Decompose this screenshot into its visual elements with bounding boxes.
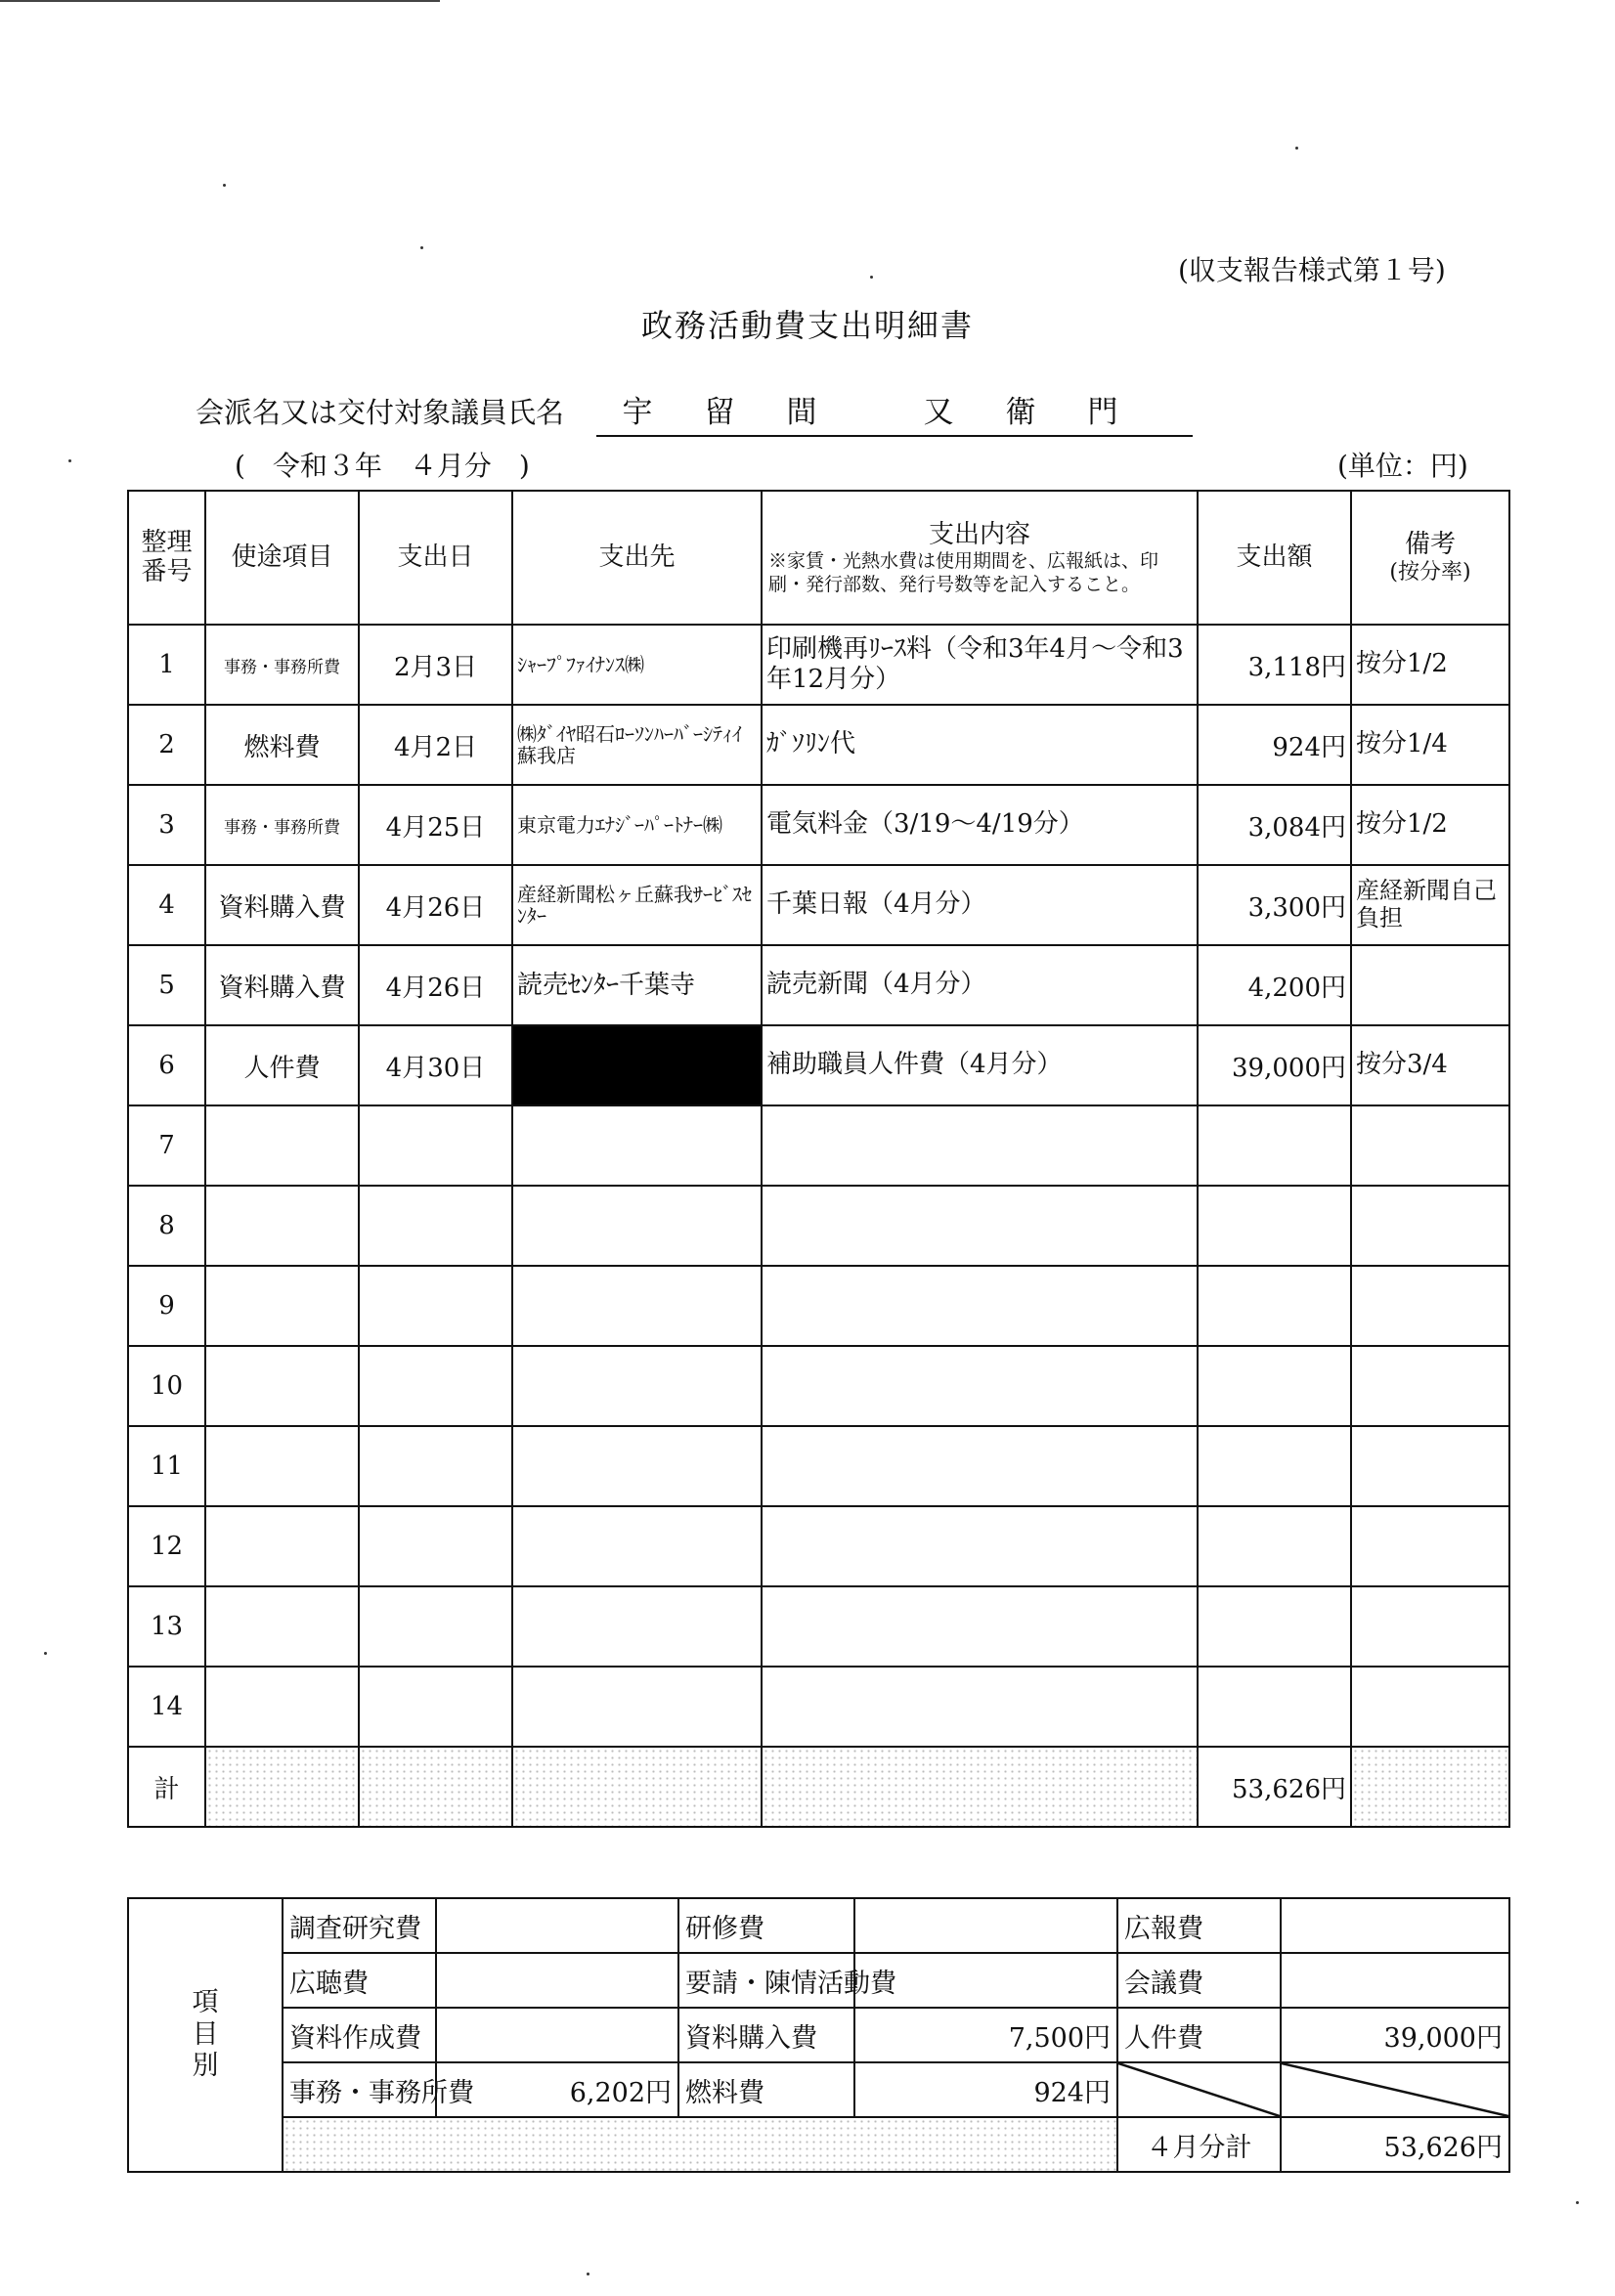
- row-category: 人件費: [205, 1025, 359, 1105]
- row-payee: 読売ｾﾝﾀｰ千葉寺: [512, 945, 762, 1025]
- row-date: 4月25日: [359, 785, 512, 865]
- row-no: 12: [128, 1506, 205, 1586]
- member-name-char: 門: [1087, 395, 1118, 430]
- empty-cell: [1351, 1105, 1509, 1186]
- month-total-label: ４月分計: [1117, 2117, 1281, 2172]
- empty-cell: [359, 1266, 512, 1346]
- member-name: [596, 387, 1193, 437]
- scan-speck: [223, 184, 226, 187]
- empty-cell: [512, 1426, 762, 1506]
- form-number: (収支報告様式第１号): [1178, 254, 1446, 286]
- empty-cell: [1351, 1506, 1509, 1586]
- shaded-cell: [1351, 1747, 1509, 1827]
- empty-cell: [512, 1667, 762, 1747]
- empty-cell: [762, 1426, 1198, 1506]
- row-content: 電気料金（3/19～4/19分）: [762, 785, 1198, 865]
- unit-label: (単位：円): [1337, 450, 1468, 482]
- page-title: 政務活動費支出明細書: [640, 307, 974, 344]
- row-date: 4月2日: [359, 705, 512, 785]
- row-remarks: 按分1/2: [1351, 785, 1509, 865]
- summary-item-amount: [436, 1953, 678, 2008]
- row-remarks: 按分3/4: [1351, 1025, 1509, 1105]
- empty-cell: [1351, 1266, 1509, 1346]
- summary-item-label: 事務・事務所費: [283, 2062, 436, 2117]
- row-category: 事務・事務所費: [205, 625, 359, 705]
- summary-item-amount: [854, 1898, 1117, 1953]
- row-no: 5: [128, 945, 205, 1025]
- row-amount: 4,200円: [1198, 945, 1351, 1025]
- shaded-cell: [283, 2117, 1117, 2172]
- row-no: 10: [128, 1346, 205, 1426]
- empty-cell: [1198, 1346, 1351, 1426]
- summary-total-row: [128, 2117, 1509, 2172]
- diagonal-blank-cell: [1117, 2062, 1281, 2117]
- scan-speck: [420, 246, 423, 249]
- summary-item-label: 人件費: [1117, 2008, 1281, 2062]
- empty-cell: [359, 1586, 512, 1667]
- row-category: 燃料費: [205, 705, 359, 785]
- member-name-char: 宇: [622, 395, 653, 430]
- summary-item-amount: [436, 1898, 678, 1953]
- empty-cell: [1351, 1426, 1509, 1506]
- member-name-char: 又: [923, 395, 954, 430]
- summary-item-label: 資料作成費: [283, 2008, 436, 2062]
- row-category: 資料購入費: [205, 945, 359, 1025]
- row-category: 事務・事務所費: [205, 785, 359, 865]
- member-name-char: 留: [704, 395, 735, 430]
- empty-cell: [1198, 1426, 1351, 1506]
- summary-label: [128, 1898, 283, 2172]
- summary-row: [128, 1953, 1509, 2008]
- summary-item-label: 研修費: [678, 1898, 854, 1953]
- month-total-amount: 53,626円: [1281, 2117, 1509, 2172]
- summary-item-amount: 7,500円: [854, 2008, 1117, 2062]
- row-amount: 3,118円: [1198, 625, 1351, 705]
- row-no: 8: [128, 1186, 205, 1266]
- row-no: 14: [128, 1667, 205, 1747]
- col-header-remarks-sub: (按分率): [1389, 559, 1471, 585]
- empty-cell: [359, 1105, 512, 1186]
- table-row: [128, 1266, 1509, 1346]
- empty-cell: [205, 1266, 359, 1346]
- table-row: [128, 1667, 1509, 1747]
- col-header-payee: 支出先: [512, 491, 762, 625]
- empty-cell: [1351, 1586, 1509, 1667]
- empty-cell: [205, 1586, 359, 1667]
- table-row: [128, 1506, 1509, 1586]
- col-header-no: 整理番号: [128, 491, 205, 625]
- col-header-content-note: ※家賃・光熱水費は使用期間を、広報紙は、印刷・発行部数、発行号数等を記入すること。: [768, 550, 1159, 595]
- empty-cell: [512, 1586, 762, 1667]
- row-no: 2: [128, 705, 205, 785]
- empty-cell: [512, 1346, 762, 1426]
- empty-cell: [205, 1667, 359, 1747]
- row-date: 2月3日: [359, 625, 512, 705]
- row-no: 3: [128, 785, 205, 865]
- empty-cell: [359, 1506, 512, 1586]
- row-payee: 東京電力ｴﾅｼﾞｰﾊﾟｰﾄﾅｰ㈱: [512, 785, 762, 865]
- empty-cell: [512, 1266, 762, 1346]
- table-row: [128, 1025, 1509, 1105]
- row-payee: ㈱ﾀﾞｲﾔ昭石ﾛｰｿﾝﾊｰﾊﾞｰｼﾃｨｲ蘇我店: [512, 705, 762, 785]
- scan-speck: [1576, 2201, 1579, 2204]
- empty-cell: [512, 1186, 762, 1266]
- summary-item-amount: [1281, 1953, 1509, 2008]
- period: ( 令和３年 ４月分 ): [235, 450, 530, 482]
- category-summary-table: [127, 1897, 1510, 2173]
- row-amount: 3,084円: [1198, 785, 1351, 865]
- summary-label-text: 項目別: [192, 1987, 219, 2082]
- empty-cell: [1198, 1105, 1351, 1186]
- table-row: [128, 625, 1509, 705]
- empty-cell: [762, 1186, 1198, 1266]
- row-remarks: 按分1/4: [1351, 705, 1509, 785]
- table-header-row: [128, 491, 1509, 625]
- row-amount: 3,300円: [1198, 865, 1351, 945]
- table-row: [128, 945, 1509, 1025]
- col-header-date: 支出日: [359, 491, 512, 625]
- row-payee: ｼｬｰﾌﾟﾌｧｲﾅﾝｽ㈱: [512, 625, 762, 705]
- member-name-char: 衛: [1005, 395, 1036, 430]
- diagonal-blank-cell: [1281, 2062, 1509, 2117]
- summary-item-amount: [1281, 1898, 1509, 1953]
- row-category: 資料購入費: [205, 865, 359, 945]
- summary-item-label: 調査研究費: [283, 1898, 436, 1953]
- row-remarks: 按分1/2: [1351, 625, 1509, 705]
- summary-row: [128, 1898, 1509, 1953]
- row-no: 7: [128, 1105, 205, 1186]
- empty-cell: [1351, 1346, 1509, 1426]
- expense-table: [127, 490, 1510, 1828]
- row-amount: 924円: [1198, 705, 1351, 785]
- empty-cell: [762, 1266, 1198, 1346]
- summary-item-label: 資料購入費: [678, 2008, 854, 2062]
- table-row: [128, 785, 1509, 865]
- empty-cell: [512, 1506, 762, 1586]
- summary-item-amount: 39,000円: [1281, 2008, 1509, 2062]
- empty-cell: [512, 1105, 762, 1186]
- summary-item-amount: [436, 2008, 678, 2062]
- empty-cell: [359, 1186, 512, 1266]
- table-row: [128, 1426, 1509, 1506]
- table-row: [128, 705, 1509, 785]
- summary-row: [128, 2008, 1509, 2062]
- col-header-category: 使途項目: [205, 491, 359, 625]
- col-header-remarks-title: 備考: [1404, 529, 1456, 559]
- summary-item-label: 要請・陳情活動費: [678, 1953, 854, 2008]
- table-row: [128, 1105, 1509, 1186]
- total-row: [128, 1747, 1509, 1827]
- empty-cell: [762, 1506, 1198, 1586]
- summary-item-amount: 6,202円: [436, 2062, 678, 2117]
- row-no: 1: [128, 625, 205, 705]
- row-no: 9: [128, 1266, 205, 1346]
- shaded-cell: [512, 1747, 762, 1827]
- col-header-content: [762, 491, 1198, 625]
- col-header-amount: 支出額: [1198, 491, 1351, 625]
- member-name-char: 間: [786, 395, 817, 430]
- shaded-cell: [762, 1747, 1198, 1827]
- empty-cell: [1198, 1506, 1351, 1586]
- empty-cell: [1198, 1186, 1351, 1266]
- empty-cell: [205, 1506, 359, 1586]
- row-remarks: [1351, 945, 1509, 1025]
- summary-row: [128, 2062, 1509, 2117]
- member-label: 会派名又は交付対象議員氏名: [196, 396, 565, 429]
- empty-cell: [359, 1426, 512, 1506]
- scan-speck: [68, 459, 71, 462]
- row-date: 4月30日: [359, 1025, 512, 1105]
- empty-cell: [1198, 1586, 1351, 1667]
- scan-speck: [587, 2273, 589, 2275]
- row-content: 補助職員人件費（4月分）: [762, 1025, 1198, 1105]
- summary-item-amount: 924円: [854, 2062, 1117, 2117]
- empty-cell: [205, 1346, 359, 1426]
- empty-cell: [762, 1346, 1198, 1426]
- top-edge-line: [0, 0, 440, 2]
- row-date: 4月26日: [359, 865, 512, 945]
- row-remarks: 産経新聞自己負担: [1351, 865, 1509, 945]
- row-no: 6: [128, 1025, 205, 1105]
- empty-cell: [1198, 1266, 1351, 1346]
- empty-cell: [205, 1426, 359, 1506]
- empty-cell: [359, 1346, 512, 1426]
- table-row: [128, 1186, 1509, 1266]
- row-no: 13: [128, 1586, 205, 1667]
- summary-item-label: 広聴費: [283, 1953, 436, 2008]
- shaded-cell: [359, 1747, 512, 1827]
- row-no: 11: [128, 1426, 205, 1506]
- empty-cell: [205, 1186, 359, 1266]
- total-amount: 53,626円: [1198, 1747, 1351, 1827]
- empty-cell: [205, 1105, 359, 1186]
- table-row: [128, 1346, 1509, 1426]
- row-content: 千葉日報（4月分）: [762, 865, 1198, 945]
- redacted-payee: [512, 1025, 762, 1105]
- scan-speck: [1295, 147, 1298, 150]
- empty-cell: [1351, 1667, 1509, 1747]
- col-header-remarks: [1351, 491, 1509, 625]
- empty-cell: [1198, 1667, 1351, 1747]
- row-content: 印刷機再ﾘｰｽ料（令和3年4月～令和3年12月分）: [762, 625, 1198, 705]
- summary-item-label: 燃料費: [678, 2062, 854, 2117]
- total-label: 計: [128, 1747, 205, 1827]
- empty-cell: [762, 1586, 1198, 1667]
- scan-speck: [870, 276, 873, 279]
- empty-cell: [359, 1667, 512, 1747]
- row-amount: 39,000円: [1198, 1025, 1351, 1105]
- row-content: 読売新聞（4月分）: [762, 945, 1198, 1025]
- col-header-content-title: 支出内容: [928, 519, 1030, 549]
- shaded-cell: [205, 1747, 359, 1827]
- summary-item-label: 会議費: [1117, 1953, 1281, 2008]
- table-row: [128, 1586, 1509, 1667]
- row-payee: 産経新聞松ヶ丘蘇我ｻｰﾋﾞｽｾﾝﾀｰ: [512, 865, 762, 945]
- row-no: 4: [128, 865, 205, 945]
- table-row: [128, 865, 1509, 945]
- empty-cell: [762, 1105, 1198, 1186]
- empty-cell: [1351, 1186, 1509, 1266]
- empty-cell: [762, 1667, 1198, 1747]
- row-content: ｶﾞｿﾘﾝ代: [762, 705, 1198, 785]
- row-date: 4月26日: [359, 945, 512, 1025]
- summary-item-label: 広報費: [1117, 1898, 1281, 1953]
- scan-speck: [44, 1652, 47, 1655]
